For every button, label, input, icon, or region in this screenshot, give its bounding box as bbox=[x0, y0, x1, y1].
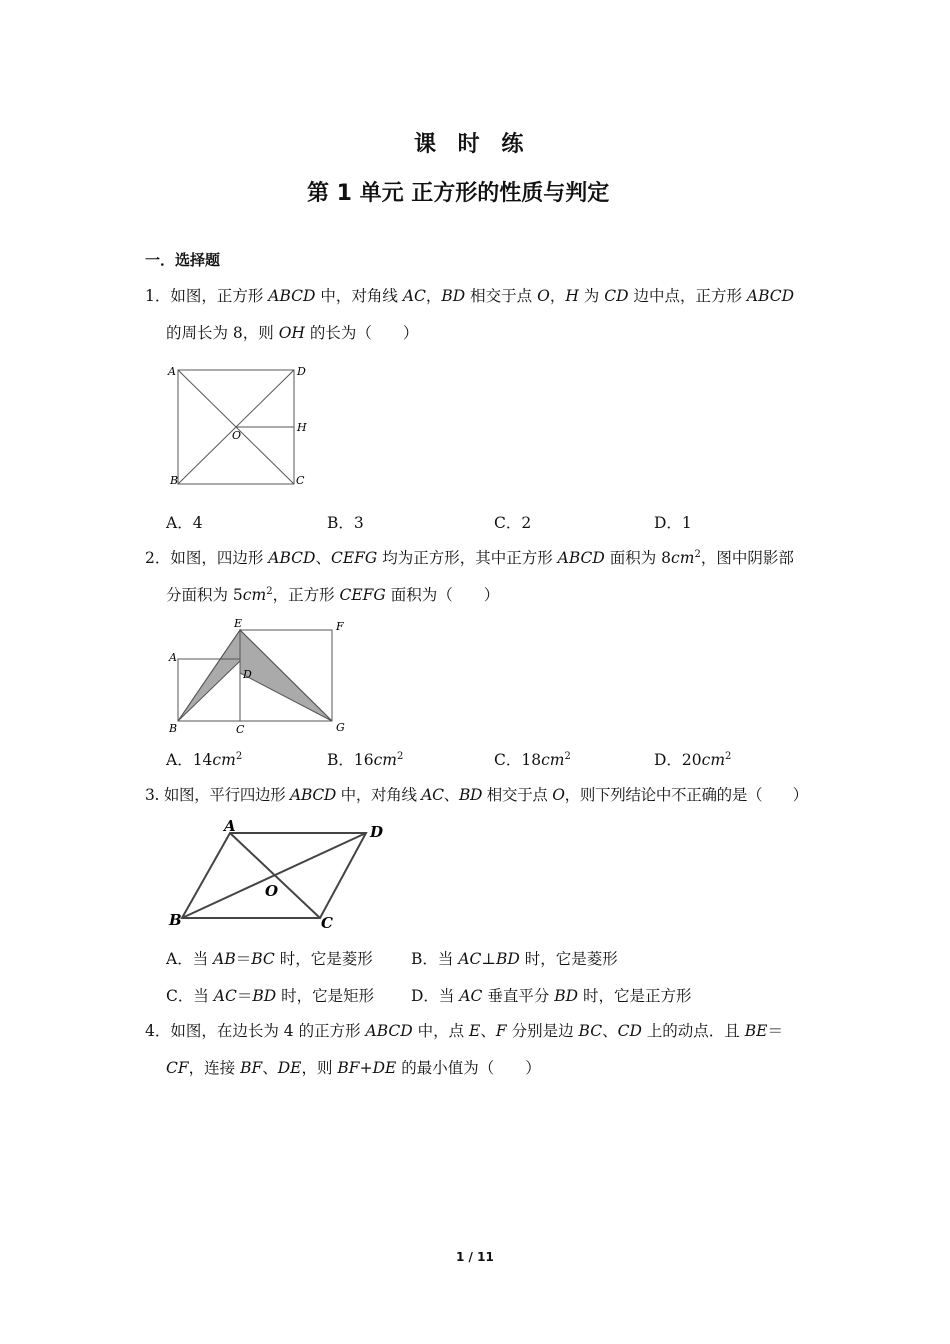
q2-option-a[interactable]: A．$14cm^2$ bbox=[166, 750, 243, 769]
q2-label-c: C bbox=[236, 723, 245, 736]
q2-option-b[interactable]: B．$16cm^2$ bbox=[327, 750, 404, 769]
page-subtitle: 第 1 单元 正方形的性质与判定 bbox=[307, 181, 610, 206]
q4-line2: CF，连接 BF、DE，则 BF+DE 的最小值为（ ） bbox=[166, 1059, 541, 1077]
q1-option-d[interactable]: D．1 bbox=[654, 514, 692, 532]
q3-label-d: D bbox=[370, 823, 384, 841]
q2-option-d[interactable]: D．$20cm^2$ bbox=[654, 750, 732, 769]
q2-figure bbox=[166, 615, 356, 740]
q3-option-c[interactable]: C．当 AC＝BD 时，它是矩形 bbox=[166, 987, 375, 1005]
q1-line1: 1．如图，正方形 ABCD 中，对角线 AC，BD 相交于点 O，H 为 CD 边中点，正方形 ABCD bbox=[145, 287, 795, 305]
q3-option-a[interactable]: A．当 AB＝BC 时，它是菱形 bbox=[166, 950, 373, 968]
page-title: 课 时 练 bbox=[414, 132, 524, 157]
q3-label-c: C bbox=[321, 914, 333, 930]
q1-label-a: A bbox=[168, 365, 176, 378]
q2-line1: 2．如图，四边形 ABCD、CEFG 均为正方形，其中正方形 ABCD 面积为 $8cm^2$，图中阴影部 bbox=[145, 548, 794, 567]
q2-label-f: F bbox=[336, 620, 344, 633]
q2-line2: 分面积为 $5cm^2$，正方形 CEFG 面积为（ ） bbox=[166, 585, 500, 604]
q2-label-g: G bbox=[336, 721, 345, 734]
q1-label-d: D bbox=[297, 365, 306, 378]
q3-figure bbox=[166, 815, 396, 930]
q4-line1: 4．如图，在边长为 4 的正方形 ABCD 中，点 E、F 分别是边 BC、CD 上的动点．且 BE＝ bbox=[145, 1022, 783, 1040]
q1-line2: 的周长为 8，则 OH 的长为（ ） bbox=[166, 324, 419, 342]
q3-option-d[interactable]: D．当 AC 垂直平分 BD 时，它是正方形 bbox=[411, 987, 692, 1005]
q2-label-a: A bbox=[169, 651, 177, 664]
q2-label-e: E bbox=[234, 617, 243, 630]
q3-option-b[interactable]: B．当 AC⊥BD 时，它是菱形 bbox=[411, 950, 618, 968]
q2-label-d: D bbox=[243, 668, 252, 681]
page-number: 1 / 11 bbox=[456, 1250, 494, 1264]
q1-option-c[interactable]: C．2 bbox=[494, 514, 532, 532]
q2-option-c[interactable]: C．$18cm^2$ bbox=[494, 750, 571, 769]
q1-figure bbox=[166, 360, 316, 490]
q1-label-o: O bbox=[232, 429, 242, 442]
section-heading: 一．选择题 bbox=[145, 251, 221, 269]
q1-label-h: H bbox=[297, 421, 307, 434]
q1-label-b: B bbox=[170, 474, 179, 487]
q1-label-c: C bbox=[296, 474, 305, 487]
q3-line1: 3. 如图，平行四边形 ABCD 中，对角线 AC、BD 相交于点 O，则下列结论中不正确的是（ ） bbox=[145, 786, 808, 804]
q2-label-b: B bbox=[169, 722, 178, 735]
q1-option-a[interactable]: A．4 bbox=[166, 514, 203, 532]
q3-label-o: O bbox=[265, 882, 279, 900]
q1-option-b[interactable]: B．3 bbox=[327, 514, 364, 532]
q3-label-a: A bbox=[224, 817, 236, 835]
q3-label-b: B bbox=[169, 911, 182, 929]
